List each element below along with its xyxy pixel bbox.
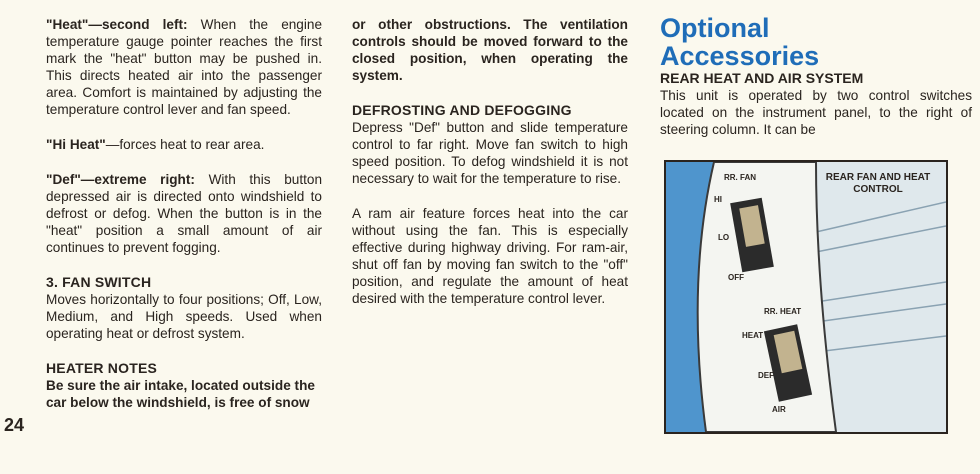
fan-pos-hi: HI bbox=[714, 195, 722, 204]
fan-pos-off: OFF bbox=[728, 273, 744, 282]
defrost-heading: DEFROSTING AND DEFOGGING bbox=[352, 102, 572, 118]
rear-heat-heading: REAR HEAT AND AIR SYSTEM bbox=[660, 70, 864, 86]
rear-heat-text: This unit is operated by two control switches located on the instrument panel, to the right of steering column. It can be bbox=[660, 88, 972, 137]
fan-switch-text: Moves horizontally to four positions; Off, Low, Medium, and High speeds. Used when operating heat or defrost system. bbox=[46, 292, 322, 341]
heat-pos-air: AIR bbox=[772, 405, 786, 414]
heater-notes-text: Be sure the air intake, located outside the car below the windshield, is free of snow bbox=[46, 378, 315, 410]
heat-label: "Heat"—second left: bbox=[46, 17, 188, 32]
heat-pos-def: DEF bbox=[758, 371, 774, 380]
column-left bbox=[46, 16, 322, 411]
hiheat-paragraph bbox=[46, 136, 322, 153]
column-middle bbox=[352, 16, 628, 307]
hiheat-text: —forces heat to rear area. bbox=[105, 137, 265, 152]
illustration-caption: REAR FAN AND HEAT CONTROL bbox=[825, 172, 931, 195]
rear-control-illustration bbox=[664, 160, 948, 434]
panel-drawing bbox=[666, 162, 946, 432]
fan-switch-label: RR. FAN bbox=[724, 173, 756, 182]
def-paragraph bbox=[46, 171, 322, 256]
def-text: With this button depressed air is directed onto windshield to defrost or defog. When the button is in the "heat" position a small amount of air continues to prevent fogging. bbox=[46, 172, 323, 255]
heat-switch-label: RR. HEAT bbox=[764, 307, 802, 316]
fan-pos-lo: LO bbox=[718, 233, 730, 242]
section-title-line1: Optional bbox=[660, 13, 770, 43]
ram-air-text: A ram air feature forces heat into the car without using the fan. This is especially effective during highway driving. For ram-air, shut off fan by moving fan switch to the "off" position, and regulate the amount of heat desired with the temperature control lever. bbox=[352, 206, 628, 306]
column-right bbox=[660, 14, 972, 138]
def-label: "Def"—extreme right: bbox=[46, 172, 195, 187]
section-title-line2: Accessories bbox=[660, 41, 820, 71]
heater-notes-heading: HEATER NOTES bbox=[46, 360, 158, 376]
fan-switch-heading: 3. FAN SWITCH bbox=[46, 274, 152, 290]
continued-text: or other obstructions. The ventilation controls should be moved forward to the closed position, when operating the system. bbox=[352, 17, 628, 83]
heat-pos-heat: HEAT bbox=[742, 331, 764, 340]
defrost-text: Depress "Def" button and slide temperature control to far right. Move fan switch to high speed position. To defog windshield it is not necessary to wait for the temperature to rise. bbox=[352, 120, 628, 186]
heat-paragraph bbox=[46, 16, 322, 118]
heat-text: When the engine temperature gauge pointer reaches the first mark the "heat" button may be pushed in. This directs heated air into the passenger area. Comfort is maintained by adjusting the temperature control lever and fan speed. bbox=[46, 17, 323, 117]
hiheat-label: "Hi Heat" bbox=[46, 137, 106, 152]
page-number: 24 bbox=[4, 415, 25, 435]
